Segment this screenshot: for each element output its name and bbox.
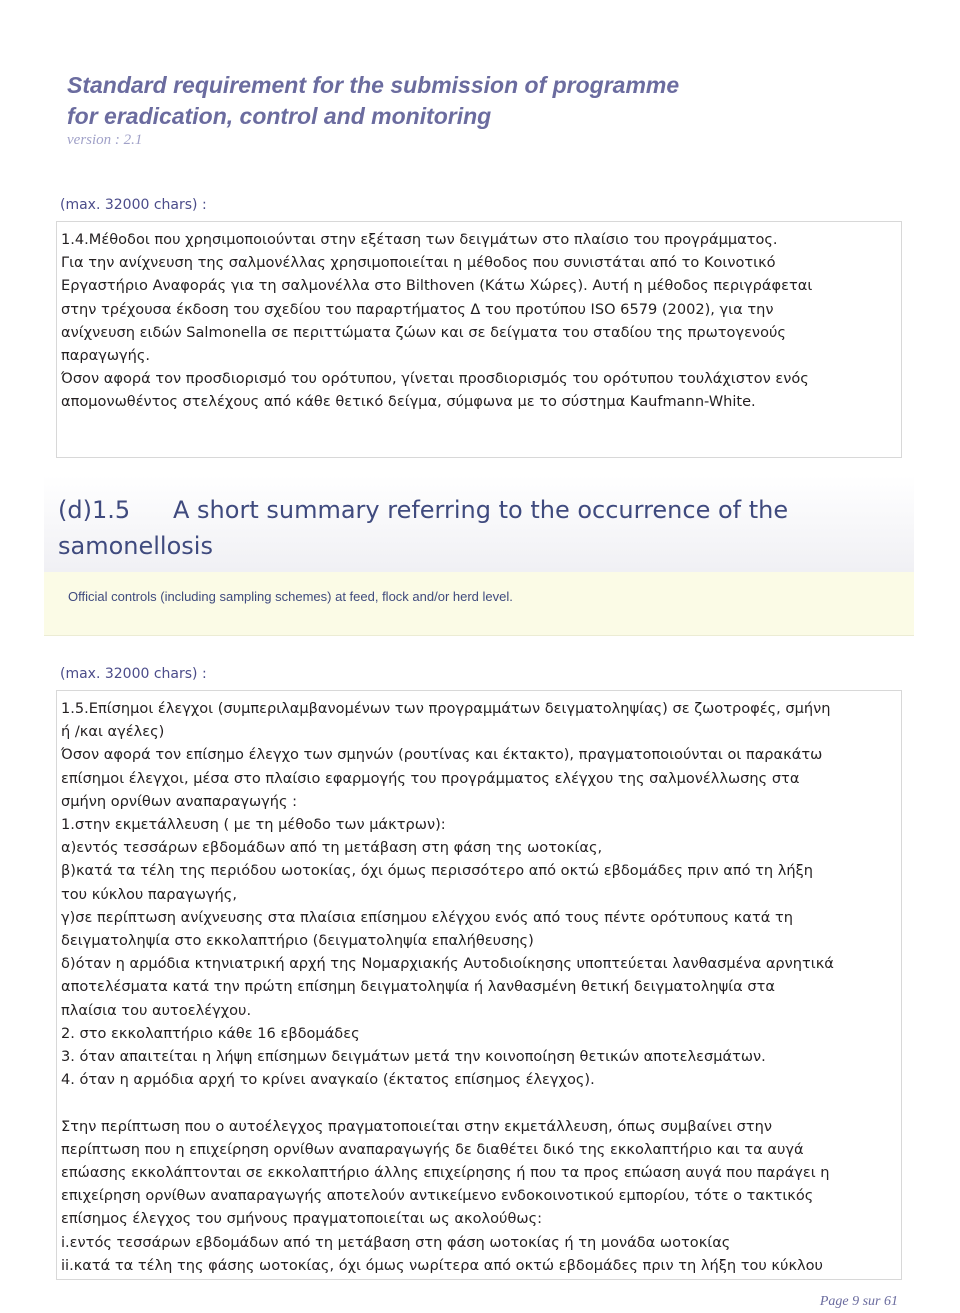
version-label: version : 2.1 — [67, 132, 143, 148]
text-line: περίπτωση που η επιχείρηση ορνίθων αναπαραγωγής δε διαθέτει δικό της εκκολαπτήριο και τα αυγά — [61, 1140, 804, 1158]
official-controls-text-area[interactable] — [56, 690, 902, 1280]
text-line: 1.στην εκμετάλλευση ( με τη μέθοδο των μάκτρων): — [61, 816, 446, 834]
text-line: Στην περίπτωση που ο αυτοέλεγχος πραγματοποιείται στην εκμετάλλευση, όπως συμβαίνει στην — [61, 1117, 773, 1135]
text-line: ανίχνευση ειδών Salmonella σε περιττώματα ζώων και σε δείγματα του σταδίου της πρωτογενούς — [61, 323, 786, 341]
text-line: Όσον αφορά τον προσδιορισμό του ορότυπου, γίνεται προσδιορισμός του ορότυπου τουλάχιστον ενός — [61, 370, 809, 388]
text-line: παραγωγής. — [61, 347, 151, 365]
text-line: ii.κατά τα τέλη της φάσης ωοτοκίας, όχι όμως νωρίτερα από οκτώ εβδομάδες πριν τη λήξη του κύκλου — [61, 1256, 823, 1274]
text-line: 2. στο εκκολαπτήριο κάθε 16 εβδομάδες — [61, 1024, 360, 1042]
text-line: αποτελέσματα κατά την πρώτη επίσημη δειγματοληψία ή λανθασμένη θετική δειγματοληψία στα — [61, 978, 775, 996]
section-title-line-1: A short summary referring to the occurrence of the — [173, 496, 789, 524]
text-line: επώασης εκκολάπτονται σε εκκολαπτήριο άλλης επιχείρησης ή που τα προς επώαση αυγά που παράγει η — [61, 1164, 830, 1182]
text-line: γ)σε περίπτωση ανίχνευσης στα πλαίσια επίσημου ελέγχου ενός από τους πέντε ορότυπους κατά τη — [61, 908, 793, 926]
text-line: απομονωθέντος στελέχους από κάθε θετικό δείγμα, σύμφωνα με το σύστημα Kaufmann-White. — [61, 393, 756, 411]
text-line: δειγματοληψία στο εκκολαπτήριο (δειγματοληψία επαλήθευσης) — [61, 932, 534, 950]
text-line: στην τρέχουσα έκδοση του σχεδίου του παραρτήματος Δ του προτύπου ISO 6579 (2002), για την — [61, 300, 774, 318]
field1-max-chars-label: (max. 32000 chars) : — [60, 197, 207, 213]
text-line: β)κατά τα τέλη της περιόδου ωοτοκίας, όχι όμως περισσότερο από οκτώ εβδομάδες πριν από τη λήξη — [61, 862, 813, 880]
document-title-line-1: Standard requirement for the submission of programme — [67, 72, 680, 98]
text-line: ή /και αγέλες) — [61, 723, 165, 741]
text-line: επιχείρηση ορνίθων αναπαραγωγής αποτελούν αντικείμενο ενδοκοινοτικού εμπορίου, τότε ο τακτικός — [61, 1187, 814, 1205]
text-line: Για την ανίχνευση της σαλμονέλλας χρησιμοποιείται η μέθοδος που συνιστάται από το Κοινοτικό — [61, 254, 776, 272]
page-number: Page 9 sur 61 — [819, 1294, 898, 1309]
section-number: (d)1.5 — [58, 496, 131, 524]
document-title-line-2: for eradication, control and monitoring — [67, 103, 492, 129]
text-line: 1.5.Επίσημοι έλεγχοι (συμπεριλαμβανομένων των προγραμμάτων δειγματοληψίας) σε ζωοτροφές, σμήνη — [61, 700, 831, 717]
section-title-line-2: samonellosis — [58, 532, 213, 560]
text-line: α)εντός τεσσάρων εβδομάδων από τη μετάβαση στη φάση της ωοτοκίας, — [61, 839, 603, 857]
text-line: i.εντός τεσσάρων εβδομάδων από τη μετάβαση στη φάση ωοτοκίας ή τη μονάδα ωοτοκίας — [61, 1233, 731, 1251]
text-line: επίσημος έλεγχος του σμήνους πραγματοποιείται ως ακολούθως: — [61, 1210, 543, 1228]
section-heading — [58, 492, 898, 564]
section-subtitle: Official controls (including sampling schemes) at feed, flock and/or herd level. — [68, 589, 513, 604]
section-subtitle-band — [44, 572, 914, 636]
text-line: 1.4.Μέθοδοι που χρησιμοποιούνται στην εξέταση των δειγμάτων στο πλαίσιο του προγράμματος. — [61, 231, 778, 248]
text-line: 3. όταν απαιτείται η λήψη επίσημων δειγμάτων μετά την κοινοποίηση θετικών αποτελεσμάτων. — [61, 1048, 766, 1066]
text-line: σμήνη ορνίθων αναπαραγωγής : — [61, 792, 298, 810]
text-line — [61, 1091, 897, 1114]
document-title — [67, 70, 887, 132]
text-line: δ)όταν η αρμόδια κτηνιατρική αρχή της Νομαρχιακής Αυτοδιοίκησης υποπτεύεται λανθασμένα αρνητικά — [61, 955, 834, 973]
text-line: επίσημοι έλεγχοι, μέσα στο πλαίσιο εφαρμογής του προγράμματος ελέγχου της σαλμονέλλωσης στα — [61, 769, 800, 787]
field2-max-chars-label: (max. 32000 chars) : — [60, 666, 207, 682]
text-line: του κύκλου παραγωγής, — [61, 885, 237, 903]
text-line: πλαίσια του αυτοελέγχου. — [61, 1001, 252, 1019]
text-line: Όσον αφορά τον επίσημο έλεγχο των σμηνών (ρουτίνας και έκτακτο), πραγματοποιούνται οι παρακάτω — [61, 746, 823, 764]
methods-text-area[interactable] — [56, 221, 902, 458]
text-line: Εργαστήριο Αναφοράς για τη σαλμονέλλα στο Bilthoven (Κάτω Χώρες). Αυτή η μέθοδος περιγράφεται — [61, 277, 813, 295]
text-line: 4. όταν η αρμόδια αρχή το κρίνει αναγκαίο (έκτατος επίσημος έλεγχος). — [61, 1071, 595, 1089]
